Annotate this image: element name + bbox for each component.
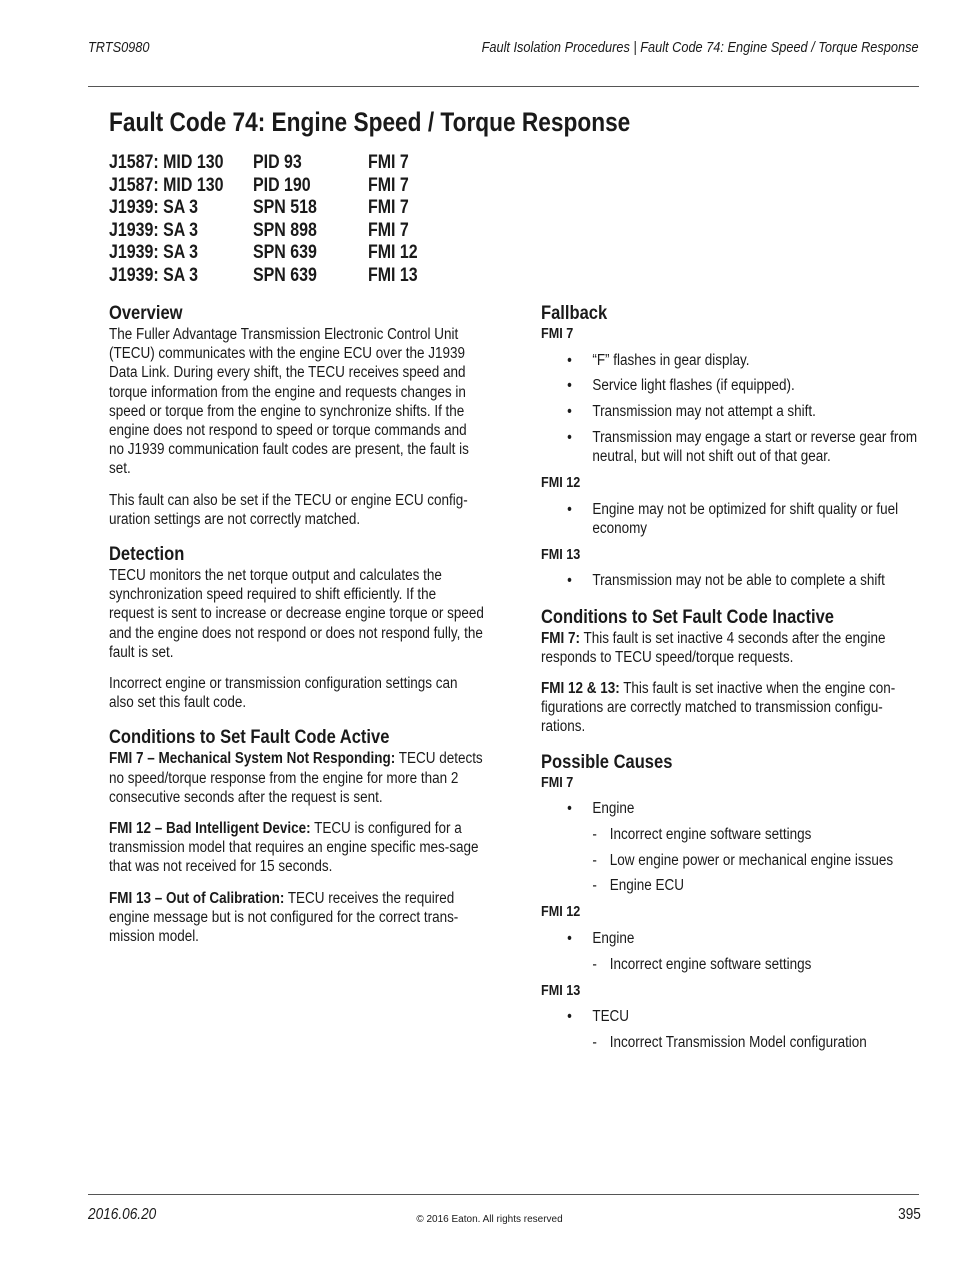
condition-label: FMI 12 & 13: [541,680,620,698]
list-item: • TECU [567,1008,630,1026]
fallback-fmi-label: FMI 12 [541,475,581,492]
condition-text: This fault is set inactive 4 seconds after the engine responds to TECU speed/torque requests. [541,629,886,666]
fallback-fmi-label: FMI 7 [541,326,574,342]
code-protocol: J1939: SA 3 [109,242,199,263]
sub-list-item: - Incorrect Transmission Model configuration [592,1034,867,1052]
right-column [541,303,919,1052]
code-fmi: FMI 7 [368,174,409,196]
fallback-heading: Fallback [541,303,608,324]
code-parameter: PID 190 [253,174,311,196]
detection-paragraph: TECU monitors the net torque output and calculates the synchronization speed required to shift efficiently. If the request is sent to increase or decrease engine torque or speed and the engine does not respond or does not respond fully, the fault is set. [109,567,484,661]
footer-copyright: © 2016 Eaton. All rights reserved [416,1214,563,1225]
inactive-conditions-heading: Conditions to Set Fault Code Inactive [541,606,834,628]
left-column [109,303,484,946]
list-item: • Service light flashes (if equipped). [567,377,795,395]
code-parameter: PID 93 [253,152,302,173]
section-breadcrumb: Fault Isolation Procedures | Fault Code 74: Engine Speed / Torque Response [482,40,919,56]
active-condition-fmi7 [109,749,484,807]
overview-paragraph: The Fuller Advantage Transmission Electronic Control Unit (TECU) communicates with the engine ECU over the J1939 Data Link. During every shift, the TECU receives speed and torque information from the engine and requests changes in speed or torque from the engine to synchronize shifts. If the engine does not respond to speed or torque commands and no J1939 communication fault codes are present, the fault is set. [109,326,469,478]
page-number: 395 [898,1206,921,1223]
list-item: • “F” flashes in gear display. [567,351,750,369]
page-title: Fault Code 74: Engine Speed / Torque Response [109,107,631,137]
causes-list [541,929,919,948]
code-protocol: J1587: MID 130 [109,174,224,196]
list-item: • Engine [567,800,635,818]
code-fmi: FMI 7 [368,197,409,218]
code-fmi: FMI 7 [368,219,409,241]
condition-text: TECU is configured for a transmission model that requires an engine specific mes-sage that was not received for 15 seconds. [109,820,479,876]
code-protocol: J1939: SA 3 [109,264,199,286]
sub-list-item: - Incorrect engine software settings [592,825,812,843]
footer-divider [88,1194,919,1195]
condition-label: FMI 7 – Mechanical System Not Responding: [109,750,396,768]
causes-fmi-label: FMI 7 [541,774,574,791]
document-id: TRTS0980 [88,40,150,56]
footer-date: 2016.06.20 [88,1206,157,1223]
list-item: • Transmission may not be able to complete a shift [567,572,885,590]
causes-sublist [541,1033,919,1052]
overview-heading: Overview [109,303,183,324]
code-parameter: SPN 518 [253,197,317,218]
detection-heading: Detection [109,544,185,566]
code-parameter: SPN 639 [253,264,317,286]
causes-sublist [541,825,919,896]
sub-list-item: - Incorrect engine software settings [592,955,812,973]
fallback-list [541,500,919,538]
condition-label: FMI 12 – Bad Intelligent Device: [109,820,311,838]
code-parameter: SPN 639 [253,242,317,263]
causes-fmi-label: FMI 12 [541,904,581,921]
causes-list [541,799,919,818]
condition-label: FMI 13 – Out of Calibration: [109,889,285,907]
possible-causes-heading: Possible Causes [541,751,673,773]
condition-text: TECU detects no speed/torque response from the engine for more than 2 consecutive seconds after the request is sent. [109,750,483,806]
causes-fmi-label: FMI 13 [541,982,581,999]
page-header [88,38,919,87]
condition-label: FMI 7: [541,629,580,647]
causes-list [541,1007,919,1026]
causes-sublist [541,955,919,974]
code-parameter: SPN 898 [253,219,317,241]
active-condition-fmi13 [109,889,484,947]
code-fmi: FMI 13 [368,264,418,286]
code-fmi: FMI 12 [368,242,418,263]
list-item: • Transmission may engage a start or reverse gear from neutral, but will not shift out of that gear. [567,428,918,465]
condition-text: This fault is set inactive when the engine con-figurations are correctly matched to transmission configu-rations. [541,680,896,736]
inactive-condition-fmi12-13 [541,679,919,737]
active-condition-fmi12 [109,819,484,877]
sub-list-item: - Low engine power or mechanical engine issues [592,851,894,869]
active-conditions-heading: Conditions to Set Fault Code Active [109,727,390,749]
condition-text: TECU receives the required engine message but is not configured for the correct trans-mission model. [109,889,459,946]
list-item: • Transmission may not attempt a shift. [567,402,816,420]
fallback-list [541,571,919,590]
inactive-condition-fmi7 [541,629,919,667]
fallback-fmi-label: FMI 13 [541,546,581,563]
list-item: • Engine may not be optimized for shift quality or fuel economy [567,500,899,537]
fallback-list [541,351,919,467]
code-protocol: J1587: MID 130 [109,152,224,173]
overview-paragraph: This fault can also be set if the TECU or engine ECU config-uration settings are not correctly matched. [109,491,468,528]
detection-paragraph: Incorrect engine or transmission configuration settings can also set this fault code. [109,675,458,712]
list-item: • Engine [567,929,635,947]
sub-list-item: - Engine ECU [592,877,684,895]
code-fmi: FMI 7 [368,152,409,173]
code-protocol: J1939: SA 3 [109,197,199,218]
code-protocol: J1939: SA 3 [109,219,199,241]
